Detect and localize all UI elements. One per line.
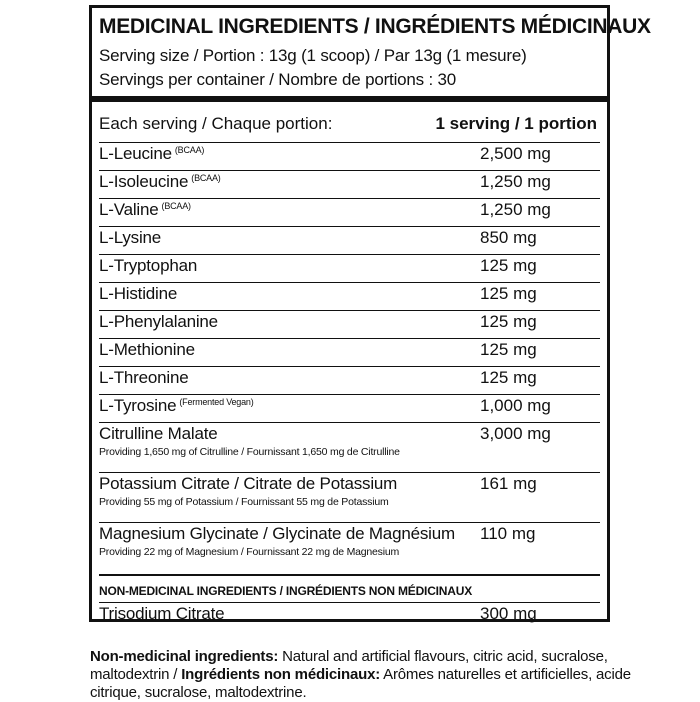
ingredient-name: L-Tyrosine $^{(Fermented Vegan)}$ bbox=[99, 396, 254, 415]
ingredient-amount: 1,250 mg bbox=[480, 200, 551, 219]
column-label-portion: 1 serving / 1 portion bbox=[435, 114, 597, 133]
ingredient-amount: 2,500 mg bbox=[480, 144, 551, 163]
ingredient-name: Potassium Citrate / Citrate de Potassium bbox=[99, 474, 398, 493]
ingredient-name: L-Lysine bbox=[99, 228, 162, 247]
ingredient-row bbox=[99, 226, 600, 255]
ingredient-sub-note: Providing 22 mg of Magnesium / Fournissant 22 mg de Magnesium bbox=[99, 546, 400, 558]
footer-ingredients-text bbox=[90, 648, 670, 702]
ingredient-note: (Fermented Vegan) bbox=[179, 397, 254, 407]
ingredient-amount: 125 mg bbox=[480, 340, 537, 359]
ingredient-amount: 125 mg bbox=[480, 284, 537, 303]
footer-text-en: Natural and artificial flavours, citric acid, sucralose, maltodextrin / bbox=[90, 648, 608, 683]
ingredient-sub-note: Providing 55 mg of Potassium / Fournissant 55 mg de Potassium bbox=[99, 496, 389, 508]
ingredient-note: (BCAA) bbox=[161, 201, 191, 211]
ingredient-row bbox=[99, 338, 600, 367]
ingredient-amount: 161 mg bbox=[480, 474, 537, 493]
non-medicinal-header bbox=[99, 574, 600, 604]
footer-label-fr: Ingrédients non médicinaux: bbox=[181, 666, 381, 683]
ingredient-row bbox=[99, 394, 600, 423]
ingredient-name: Trisodium Citrate bbox=[99, 604, 225, 623]
ingredient-row bbox=[99, 198, 600, 227]
non-medicinal-header-text: NON-MEDICINAL INGREDIENTS / INGRÉDIENTS NON MÉDICINAUX bbox=[99, 584, 472, 598]
panel-title: MEDICINAL INGREDIENTS / INGRÉDIENTS MÉDICINAUX bbox=[99, 15, 651, 38]
ingredient-amount: 110 mg bbox=[480, 524, 536, 543]
ingredient-amount: 1,250 mg bbox=[480, 172, 551, 191]
ingredient-amount: 3,000 mg bbox=[480, 424, 551, 443]
ingredient-name: Magnesium Glycinate / Glycinate de Magnésium bbox=[99, 524, 455, 543]
ingredient-row bbox=[99, 472, 600, 523]
ingredient-name: L-Isoleucine $^{(BCAA)}$ bbox=[99, 172, 221, 191]
ingredient-name: Citrulline Malate bbox=[99, 424, 218, 443]
ingredient-row bbox=[99, 142, 600, 171]
ingredient-name: L-Histidine bbox=[99, 284, 178, 303]
ingredient-row bbox=[99, 522, 600, 575]
ingredient-amount: 125 mg bbox=[480, 312, 537, 331]
column-header bbox=[99, 110, 600, 140]
ingredient-amount: 125 mg bbox=[480, 256, 537, 275]
thick-divider bbox=[92, 96, 607, 102]
ingredient-amount: 300 mg bbox=[480, 604, 537, 623]
ingredient-amount: 850 mg bbox=[480, 228, 537, 247]
ingredient-row bbox=[99, 282, 600, 311]
ingredient-note: (BCAA) bbox=[174, 145, 205, 155]
footer-text-fr: Arômes naturelles et artificielles, acide citrique, sucralose, maltodextrine. bbox=[90, 666, 631, 701]
ingredient-name: L-Methionine bbox=[99, 340, 195, 359]
ingredient-amount: 125 mg bbox=[480, 368, 537, 387]
ingredient-sub-note: Providing 1,650 mg of Citrulline / Fournissant 1,650 mg de Citrulline bbox=[99, 446, 400, 458]
ingredient-row bbox=[99, 310, 600, 339]
ingredient-note: (BCAA) bbox=[191, 173, 221, 183]
ingredient-row bbox=[99, 366, 600, 395]
ingredient-name: L-Tryptophan bbox=[99, 256, 198, 275]
footer-label-en: Non-medicinal ingredients: bbox=[90, 648, 279, 665]
medicinal-ingredients-panel bbox=[89, 5, 651, 623]
ingredient-row bbox=[99, 254, 600, 283]
ingredient-name: L-Valine $^{(BCAA)}$ bbox=[99, 200, 191, 219]
non-medicinal-row bbox=[99, 602, 600, 629]
servings-per-container: Servings per container / Nombre de portions : 30 bbox=[99, 70, 457, 89]
ingredient-row bbox=[99, 422, 600, 473]
column-label-serving: Each serving / Chaque portion: bbox=[99, 114, 333, 133]
ingredient-row bbox=[99, 170, 600, 199]
ingredient-name: L-Leucine $^{(BCAA)}$ bbox=[99, 144, 205, 163]
serving-size: Serving size / Portion : 13g (1 scoop) / Par 13g (1 mesure) bbox=[99, 46, 527, 65]
ingredient-name: L-Threonine bbox=[99, 368, 189, 387]
ingredient-name: L-Phenylalanine bbox=[99, 312, 218, 331]
ingredient-amount: 1,000 mg bbox=[480, 396, 551, 415]
